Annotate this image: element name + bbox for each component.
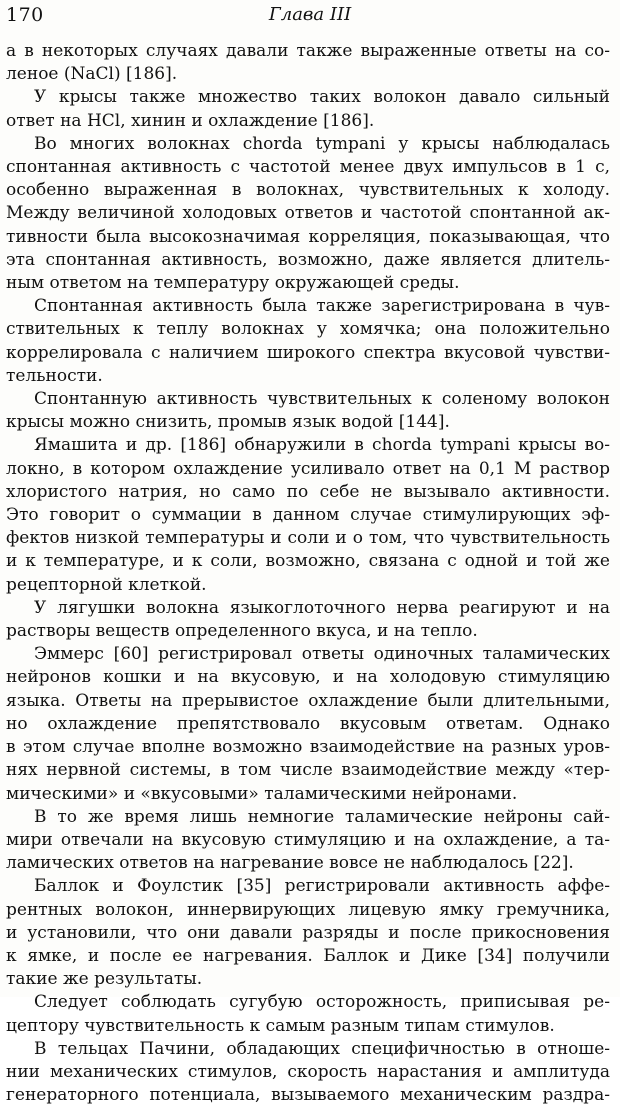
text-line: эта спонтанная активность, возможно, даже является длитель- — [6, 249, 610, 270]
text-line: но охлаждение препятствовало вкусовым ответам. Однако — [6, 713, 610, 734]
text-line: В то же время лишь немногие таламические нейроны сай- — [34, 806, 610, 827]
text-line: такие же результаты. — [6, 969, 203, 990]
text-line: леное (NaCl) [186]. — [6, 64, 178, 85]
text-line: нях нервной системы, в том числе взаимодействие между «тер- — [6, 760, 610, 781]
page-header — [0, 0, 620, 38]
text-line: Ямашита и др. [186] обнаружили в chorda tympani крысы во- — [34, 435, 610, 456]
text-line: фектов низкой температуры и соли и о том, что чувствительность — [6, 528, 610, 549]
text-line: У крысы также множество таких волокон давало сильный — [34, 87, 610, 108]
text-line: У лягушки волокна языкоглоточного нерва реагируют и на — [34, 597, 610, 618]
text-line: ствительных к теплу волокнах у хомячка; она положительно — [6, 319, 610, 340]
text-line: ным ответом на температуру окружающей среды. — [6, 273, 460, 294]
text-line: нии механических стимулов, скорость нарастания и амплитуда — [6, 1061, 610, 1082]
text-line: локно, в котором охлаждение усиливало ответ на 0,1 М раствор — [6, 458, 610, 479]
text-line: нейронов кошки и на вкусовую, и на холодовую стимуляцию — [6, 667, 610, 688]
text-line: языка. Ответы на прерывистое охлаждение были длительными, — [6, 690, 610, 711]
running-title: Глава III — [268, 4, 352, 25]
text-line: и установили, что они давали разряды и после прикосновения — [6, 922, 610, 943]
text-line: мическими» и «вкусовыми» таламическими нейронами. — [6, 783, 518, 804]
text-line: Эммерс [60] регистрировал ответы одиночных таламических — [34, 644, 610, 665]
text-line: Спонтанная активность была также зарегистрирована в чув- — [34, 296, 610, 317]
text-line: Это говорит о суммации в данном случае стимулирующих эф- — [6, 505, 610, 526]
text-line: и к температуре, и к соли, возможно, связана с одной и той же — [6, 551, 610, 572]
page-number: 170 — [6, 4, 44, 26]
text-line: коррелировала с наличием широкого спектра вкусовой чувстви- — [6, 342, 610, 363]
text-line: а в некоторых случаях давали также выраженные ответы на со- — [6, 41, 610, 61]
text-line: растворы веществ определенного вкуса, и на тепло. — [6, 621, 478, 642]
text-line: крысы можно снизить, промыв язык водой [144]. — [6, 412, 450, 433]
text-line: в этом случае вполне возможно взаимодействие на разных уров- — [6, 737, 610, 758]
text-line: Спонтанную активность чувствительных к соленому волокон — [34, 389, 610, 410]
text-line: к ямке, и после ее нагревания. Баллок и Дике [34] получили — [6, 945, 610, 966]
text-line: тельности. — [6, 365, 103, 386]
text-line: Баллок и Фоулстик [35] регистрировали активность аффе- — [34, 876, 610, 897]
text-line: Следует соблюдать сугубую осторожность, приписывая ре- — [34, 992, 610, 1013]
text-line: Во многих волокнах chorda tympani у крысы наблюдалась — [34, 133, 610, 154]
text-line: ламических ответов на нагревание вовсе не наблюдалось [22]. — [6, 853, 574, 874]
text-line: рецепторной клеткой. — [6, 574, 207, 595]
text-line: мири отвечали на вкусовую стимуляцию и на охлаждение, а та- — [6, 829, 610, 850]
text-line: тивности была высокозначимая корреляция, показывающая, что — [6, 226, 610, 247]
text-line: спонтанная активность с частотой менее двух импульсов в 1 с, — [6, 157, 610, 178]
body-text — [6, 40, 610, 1107]
text-line: особенно выраженная в волокнах, чувствительных к холоду. — [6, 180, 610, 201]
text-line: В тельцах Пачини, обладающих специфичностью в отноше- — [34, 1038, 610, 1059]
text-line: Между величиной холодовых ответов и частотой спонтанной ак- — [6, 203, 610, 224]
text-line: цептору чувствительность к самым разным типам стимулов. — [6, 1015, 555, 1036]
text-line: ответ на HCl, хинин и охлаждение [186]. — [6, 110, 375, 131]
text-line: рентных волокон, иннервирующих лицевую ямку гремучника, — [6, 899, 610, 920]
text-line: генераторного потенциала, вызываемого механическим раздра- — [6, 1085, 610, 1106]
text-line: хлористого натрия, но само по себе не вызывало активности. — [6, 481, 610, 502]
